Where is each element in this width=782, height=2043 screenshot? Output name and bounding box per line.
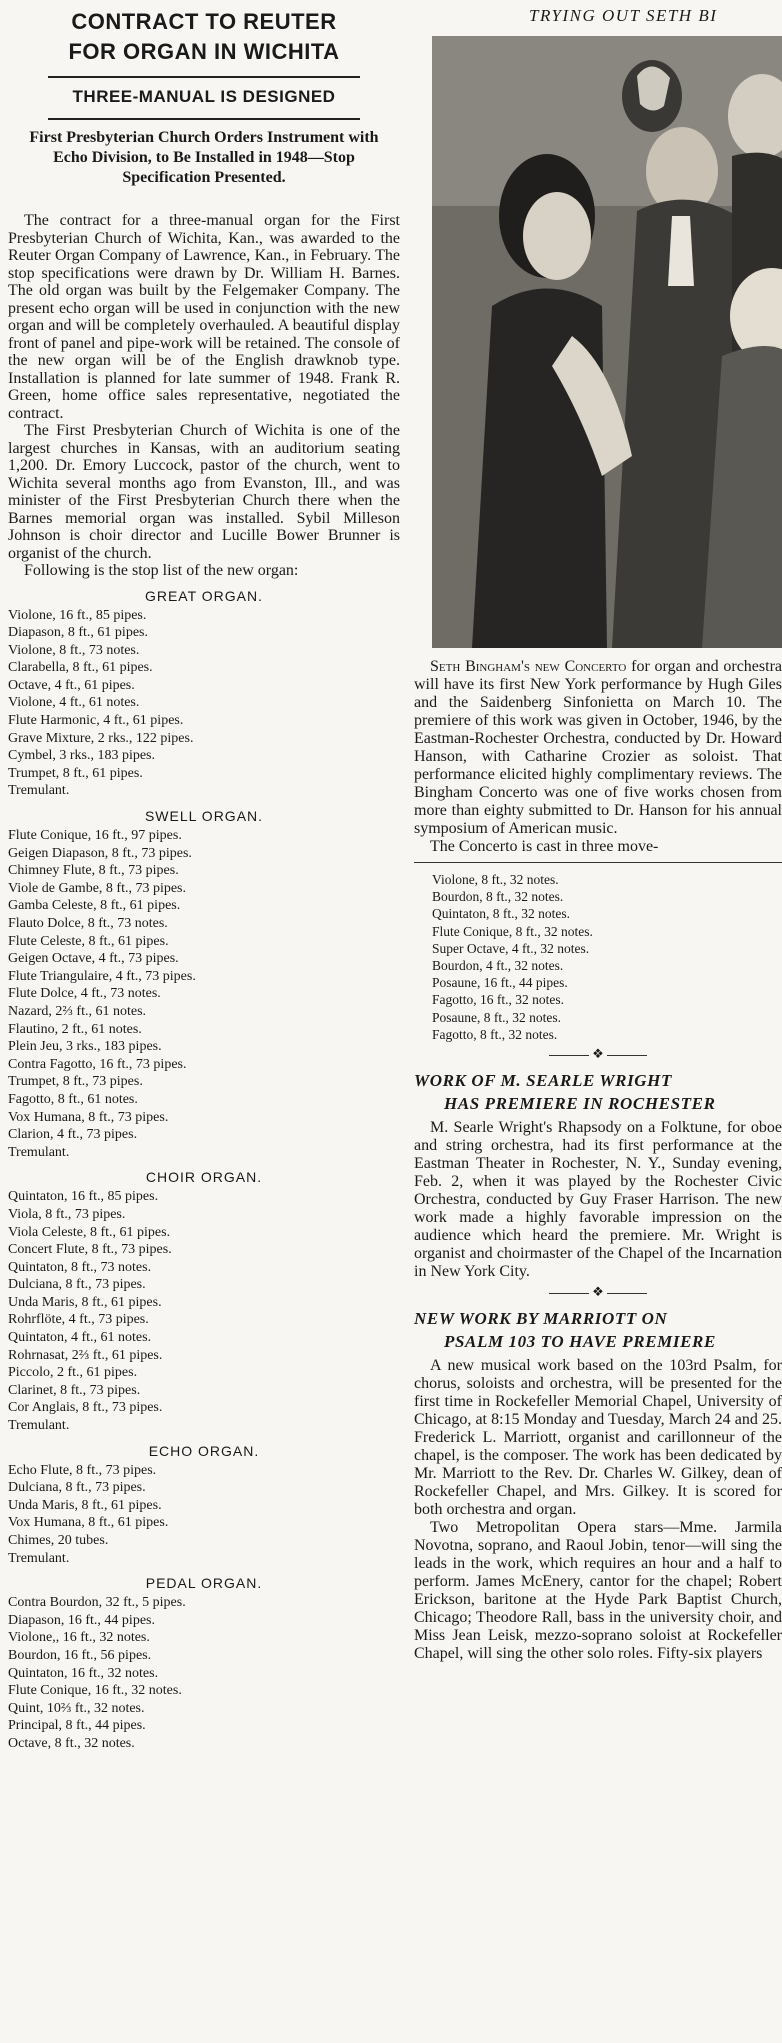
stop-item: Geigen Octave, 4 ft., 73 pipes.	[8, 951, 179, 967]
stop-item: Viola Celeste, 8 ft., 61 pipes.	[8, 1224, 171, 1240]
stop-item: Posaune, 16 ft., 44 pipes.	[432, 975, 568, 991]
wright-headline-line-1: WORK OF M. SEARLE WRIGHT	[414, 1071, 672, 1091]
stop-item: Flute Celeste, 8 ft., 61 pipes.	[8, 933, 169, 949]
wright-headline	[414, 1069, 782, 1115]
stop-item: Unda Maris, 8 ft., 61 pipes.	[8, 1497, 162, 1513]
headline-rule	[48, 76, 360, 78]
stop-item: Flute Conique, 8 ft., 32 notes.	[432, 923, 593, 939]
marriott-paragraph-1: A new musical work based on the 103rd Psalm, for chorus, soloists and orchestra, will be presented for the first time in Rockefeller Memorial Chapel, University of Chicago, at 8:15 Monday and Tuesday, March 24 and 25. Frederick L. Marriott, organist and carillonneur of the chapel, is the composer. The work has been dedicated by Mr. Marriott to the Rev. Dr. Charles W. Gilkey, dean of Rockefeller Chapel, and Mrs. Gilkey. It is scored for both orchestra and organ.	[414, 1357, 782, 1519]
stop-item: Fagotto, 16 ft., 32 notes.	[432, 992, 564, 1008]
stop-item: Viola, 8 ft., 73 pipes.	[8, 1206, 126, 1222]
stop-item: Violone,, 16 ft., 32 notes.	[8, 1630, 150, 1646]
stop-item: Principal, 8 ft., 44 pipes.	[8, 1718, 146, 1734]
article-paragraph-1: The contract for a three-manual organ for the First Presbyterian Church of Wichita, Kan., was awarded to the Reuter Organ Company of Lawrence, Kan., in February. The stop specifications were drawn by Dr. William H. Barnes. The old organ was built by the Felgemaker Company. The present echo organ will be used in conjunction with the new organ and will be completely overhauled. A beautiful display front of panel and pipe-work will be retained. The console of the new organ will be of the English drawknob type. Installation is planned for late summer of 1948. Frank R. Green, home office sales representative, negotiated the contract.	[8, 212, 400, 422]
stop-item: Trumpet, 8 ft., 61 pipes.	[8, 765, 143, 781]
stop-item: Quintaton, 16 ft., 32 notes.	[8, 1665, 159, 1681]
stop-item: Flute Dolce, 4 ft., 73 notes.	[8, 986, 161, 1002]
ornament-divider-2: ❖	[414, 1285, 782, 1299]
stop-list	[8, 588, 400, 1753]
marriott-headline	[414, 1307, 782, 1353]
stop-item: Quintaton, 4 ft., 61 notes.	[8, 1330, 152, 1346]
stop-item: Bourdon, 16 ft., 56 pipes.	[8, 1647, 152, 1663]
stop-item: Fagotto, 8 ft., 61 notes.	[8, 1091, 138, 1107]
headline-line-1: CONTRACT TO REUTER	[71, 9, 337, 34]
stop-item: Quint, 10⅔ ft., 32 notes.	[8, 1700, 145, 1716]
stop-item: Flute Triangulaire, 4 ft., 73 pipes.	[8, 968, 196, 984]
stop-item: Chimney Flute, 8 ft., 73 pipes.	[8, 863, 179, 879]
stop-item: Gamba Celeste, 8 ft., 61 pipes.	[8, 898, 181, 914]
photo-running-head: TRYING OUT SETH BI	[529, 6, 718, 25]
stop-item: Viole de Gambe, 8 ft., 73 pipes.	[8, 880, 187, 896]
stop-item: Piccolo, 2 ft., 61 pipes.	[8, 1365, 138, 1381]
stop-item: Unda Maris, 8 ft., 61 pipes.	[8, 1294, 162, 1310]
article-paragraph-2: The First Presbyterian Church of Wichita is one of the largest churches in Kansas, with an auditorium seating 1,200. Dr. Emory Luccock, pastor of the church, went to Wichita several months ago from Evanston, Ill., and was minister of the First Presbyterian Church there when the Barnes memorial organ was installed. Sybil Milleson Johnson is choir director and Lucille Bower Brunner is organist of the church.	[8, 422, 400, 562]
stop-item: Geigen Diapason, 8 ft., 73 pipes.	[8, 845, 192, 861]
stop-item: Dulciana, 8 ft., 73 pipes.	[8, 1277, 146, 1293]
stop-item: Contra Bourdon, 32 ft., 5 pipes.	[8, 1595, 186, 1611]
stop-item: Octave, 8 ft., 32 notes.	[8, 1735, 135, 1751]
stop-section-title: PEDAL ORGAN.	[145, 1575, 263, 1592]
stop-item: Violone, 16 ft., 85 pipes.	[8, 607, 147, 623]
stop-section-list	[8, 827, 400, 1161]
stop-item: Concert Flute, 8 ft., 73 pipes.	[8, 1242, 172, 1258]
subhead-rule	[48, 118, 360, 120]
stop-item: Echo Flute, 8 ft., 73 pipes.	[8, 1462, 157, 1478]
stop-section-title: SWELL ORGAN.	[144, 808, 264, 825]
stop-item: Clarabella, 8 ft., 61 pipes.	[8, 660, 153, 676]
stop-item: Cymbel, 3 rks., 183 pipes.	[8, 748, 155, 764]
ornament-divider: ❖	[414, 1047, 782, 1061]
stop-item: Rohrnasat, 2⅔ ft., 61 pipes.	[8, 1347, 163, 1363]
stop-item: Tremulant.	[8, 1418, 70, 1434]
stop-item: Plein Jeu, 3 rks., 183 pipes.	[8, 1039, 162, 1055]
stop-item: Flute Conique, 16 ft., 32 notes.	[8, 1683, 182, 1699]
stop-item: Bourdon, 8 ft., 32 notes.	[432, 889, 564, 905]
stop-item: Flautino, 2 ft., 61 notes.	[8, 1021, 142, 1037]
stop-item: Violone, 4 ft., 61 notes.	[8, 695, 140, 711]
stop-item: Trumpet, 8 ft., 73 pipes.	[8, 1074, 143, 1090]
stop-item: Dulciana, 8 ft., 73 pipes.	[8, 1480, 146, 1496]
photo-illustration	[432, 36, 782, 648]
caption-lead: Seth Bingham's new Concerto	[430, 658, 627, 675]
pedal-organ-continued	[432, 871, 782, 1043]
photograph	[432, 36, 782, 648]
stop-item: Posaune, 8 ft., 32 notes.	[432, 1009, 561, 1025]
stop-item: Bourdon, 4 ft., 32 notes.	[432, 958, 564, 974]
stop-section-title: GREAT ORGAN.	[144, 587, 264, 604]
stop-section-list	[8, 1462, 400, 1568]
stop-item: Vox Humana, 8 ft., 61 pipes.	[8, 1515, 169, 1531]
stop-item: Tremulant.	[8, 1550, 70, 1566]
marriott-paragraph-2: Two Metropolitan Opera stars—Mme. Jarmila Novotna, soprano, and Raoul Jobin, tenor—will sing the leads in the work, which requires an hour and a half to perform. James McEnery, cantor for the chapel; Robert Erickson, baritone at the Hyde Park Baptist Church, Chicago; Theodore Rall, bass in the university choir, and Miss Jean Leisk, mezzo-soprano soloist at Rockefeller Chapel, will sing the other solo roles. Fifty-six players	[414, 1519, 782, 1663]
stop-item: Cor Anglais, 8 ft., 73 pipes.	[8, 1400, 163, 1416]
caption-text: for organ and orchestra will have its first New York performance by Hugh Giles and the Saidenberg Sinfonietta on March 10. The premiere of this work was given in October, 1946, by the Eastman-Rochester Orchestra, conducted by Dr. Howard Hanson, with Catharine Crozier as soloist. That performance elicited highly complimentary reviews. The Bingham Concerto was one of five works chosen from more than eighty submitted to Dr. Hanson for his annual symposium of American music.	[414, 658, 782, 837]
stop-section-list	[8, 607, 400, 801]
stop-item: Flauto Dolce, 8 ft., 73 notes.	[8, 916, 168, 931]
left-column	[8, 6, 400, 1753]
stop-section-list	[8, 1188, 400, 1434]
subheadline: THREE-MANUAL IS DESIGNED	[72, 87, 336, 106]
stop-section-list	[8, 1594, 400, 1752]
stop-item: Quintaton, 16 ft., 85 pipes.	[8, 1189, 159, 1205]
stop-item: Flute Conique, 16 ft., 97 pipes.	[8, 828, 182, 844]
stop-item: Violone, 8 ft., 32 notes.	[432, 872, 559, 887]
stop-item: Super Octave, 4 ft., 32 notes.	[432, 940, 590, 956]
deck: First Presbyterian Church Orders Instrument with Echo Division, to Be Installed in 1948—Stop Specification Presented.	[29, 129, 379, 186]
stop-item: Quintaton, 8 ft., 73 notes.	[8, 1259, 152, 1275]
stop-item: Contra Fagotto, 16 ft., 73 pipes.	[8, 1056, 187, 1072]
caption-tail: The Concerto is cast in three move-	[430, 838, 659, 855]
separator-rule	[414, 862, 782, 863]
right-column	[414, 6, 782, 1663]
stop-item: Vox Humana, 8 ft., 73 pipes.	[8, 1109, 169, 1125]
stop-item: Tremulant.	[8, 783, 70, 799]
stop-section-title: ECHO ORGAN.	[148, 1442, 260, 1459]
headline-line-2: FOR ORGAN IN WICHITA	[68, 39, 340, 64]
stop-item: Diapason, 16 ft., 44 pipes.	[8, 1612, 155, 1628]
stop-item: Clarinet, 8 ft., 73 pipes.	[8, 1382, 141, 1398]
stop-item: Clarion, 4 ft., 73 pipes.	[8, 1127, 138, 1143]
article-paragraph-3: Following is the stop list of the new organ:	[24, 562, 299, 579]
stop-item: Grave Mixture, 2 rks., 122 pipes.	[8, 730, 194, 746]
stop-item: Nazard, 2⅔ ft., 61 notes.	[8, 1003, 147, 1019]
stop-item: Diapason, 8 ft., 61 pipes.	[8, 625, 148, 641]
wright-article-body: M. Searle Wright's Rhapsody on a Folktune, for oboe and string orchestra, had its first performance at the Eastman Theater in Rochester, N. Y., Sunday evening, Feb. 2, when it was played by the Rochester Civic Orchestra, conducted by Guy Fraser Harrison. The new work made a highly favorable impression on the audience which heard the premiere. Mr. Wright is organist and choirmaster of the Chapel of the Incarnation in New York City.	[414, 1119, 782, 1281]
stop-item: Tremulant.	[8, 1144, 70, 1160]
marriott-headline-line-1: NEW WORK BY MARRIOTT ON	[414, 1309, 668, 1329]
stop-item: Octave, 4 ft., 61 pipes.	[8, 677, 135, 693]
stop-item: Violone, 8 ft., 73 notes.	[8, 642, 140, 658]
stop-section-title: CHOIR ORGAN.	[145, 1169, 263, 1186]
stop-item: Chimes, 20 tubes.	[8, 1533, 109, 1548]
stop-item: Rohrflöte, 4 ft., 73 pipes.	[8, 1312, 149, 1328]
marriott-headline-line-2: PSALM 103 TO HAVE PREMIERE	[444, 1332, 716, 1352]
stop-item: Fagotto, 8 ft., 32 notes.	[432, 1026, 558, 1042]
stop-item: Flute Harmonic, 4 ft., 61 pipes.	[8, 713, 184, 729]
stop-item: Quintaton, 8 ft., 32 notes.	[432, 906, 570, 922]
wright-headline-line-2: HAS PREMIERE IN ROCHESTER	[444, 1094, 716, 1114]
photo-caption	[414, 658, 782, 838]
